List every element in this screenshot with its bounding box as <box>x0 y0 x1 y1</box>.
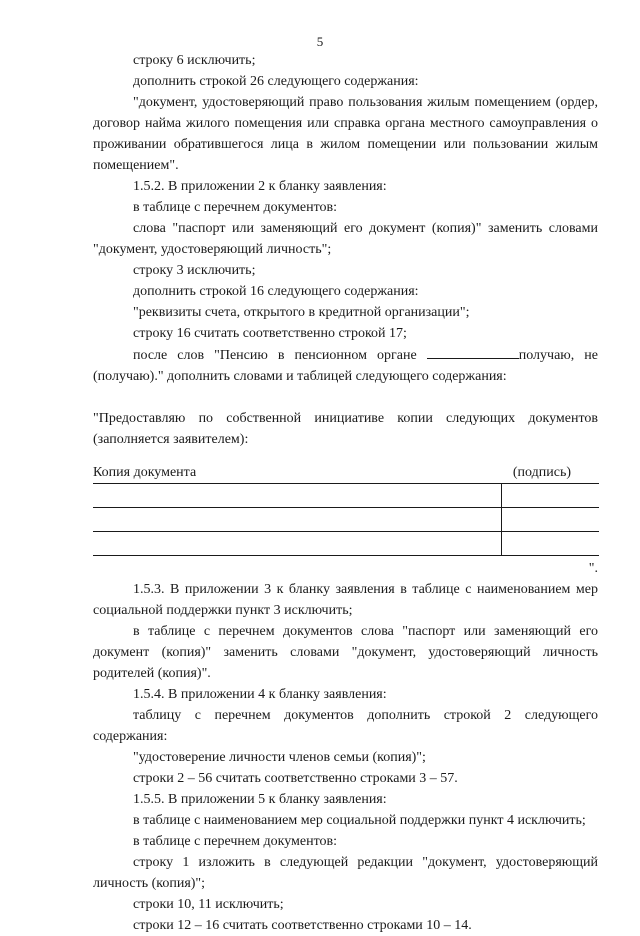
paragraph: слова "паспорт или заменяющий его документ (копия)" заменить словами "документ, удостоверяющий личность"; <box>93 221 598 257</box>
table-row <box>93 508 599 532</box>
table-closing-quote: ". <box>588 561 598 576</box>
documents-table <box>93 483 599 556</box>
table-row <box>93 484 599 508</box>
blank-line <box>427 344 519 359</box>
paragraph: таблицу с перечнем документов дополнить строкой 2 следующего содержания: <box>93 708 598 744</box>
paragraph: "документ, удостоверяющий право пользования жилым помещением (ордер, договор найма жилого помещения или справка органа местного самоуправления о проживании обратившегося лица в жилом помещении или пользовании жилым помещением". <box>93 95 598 173</box>
paragraph: в таблице с перечнем документов: <box>133 200 338 215</box>
page-number: 5 <box>316 34 324 49</box>
document-copy-cell[interactable] <box>93 484 502 508</box>
spacer <box>93 450 598 462</box>
paragraph: строку 3 исключить; <box>133 263 256 278</box>
paragraph: строку 1 изложить в следующей редакции "документ, удостоверяющий личность (копия)"; <box>93 855 598 891</box>
signature-cell[interactable] <box>502 484 600 508</box>
signature-cell[interactable] <box>502 508 600 532</box>
document-body <box>93 50 598 936</box>
paragraph: строки 10, 11 исключить; <box>133 897 284 912</box>
paragraph: строки 2 – 56 считать соответственно строками 3 – 57. <box>133 771 458 786</box>
signature-cell[interactable] <box>502 532 600 556</box>
intro-paragraph: "Предоставляю по собственной инициативе копии следующих документов (заполняется заявителем): <box>93 411 598 447</box>
table-col1-header: Копия документа <box>93 465 197 480</box>
spacer <box>93 387 598 408</box>
paragraph: "удостоверение личности членов семьи (копия)"; <box>133 750 426 765</box>
paragraph: в таблице с наименованием мер социальной поддержки пункт 4 исключить; <box>133 813 586 828</box>
blank-sentence-before: после слов "Пенсию в пенсионном органе <box>133 348 427 363</box>
paragraph: 1.5.5. В приложении 5 к бланку заявления: <box>133 792 387 807</box>
blank-sentence-after: получаю, не (получаю)." дополнить словами и таблицей следующего содержания: <box>93 348 599 384</box>
bottom-paragraphs <box>93 579 598 936</box>
paragraph: в таблице с перечнем документов: <box>133 834 338 849</box>
table-row <box>93 532 599 556</box>
paragraph: дополнить строкой 26 следующего содержания: <box>133 74 419 89</box>
paragraph: строки 12 – 16 считать соответственно строками 10 – 14. <box>133 918 472 933</box>
top-paragraphs <box>93 50 598 344</box>
document-copy-cell[interactable] <box>93 532 502 556</box>
paragraph: строку 6 исключить; <box>133 53 256 68</box>
document-copy-cell[interactable] <box>93 508 502 532</box>
table-col2-header: (подпись) <box>512 465 571 480</box>
paragraph: в таблице с перечнем документов слова "паспорт или заменяющий его документ (копия)" заменить словами "документ, удостоверяющий личность родителей (копия)". <box>93 624 598 681</box>
paragraph: "реквизиты счета, открытого в кредитной организации"; <box>133 305 470 320</box>
paragraph: дополнить строкой 16 следующего содержания: <box>133 284 419 299</box>
paragraph: 1.5.4. В приложении 4 к бланку заявления: <box>133 687 387 702</box>
paragraph: 1.5.2. В приложении 2 к бланку заявления: <box>133 179 387 194</box>
paragraph: строку 16 считать соответственно строкой 17; <box>133 326 407 341</box>
table-header <box>93 462 598 483</box>
paragraph: 1.5.3. В приложении 3 к бланку заявления в таблице с наименованием мер социальной поддержки пункт 3 исключить; <box>93 582 598 618</box>
blank-sentence <box>93 344 598 387</box>
